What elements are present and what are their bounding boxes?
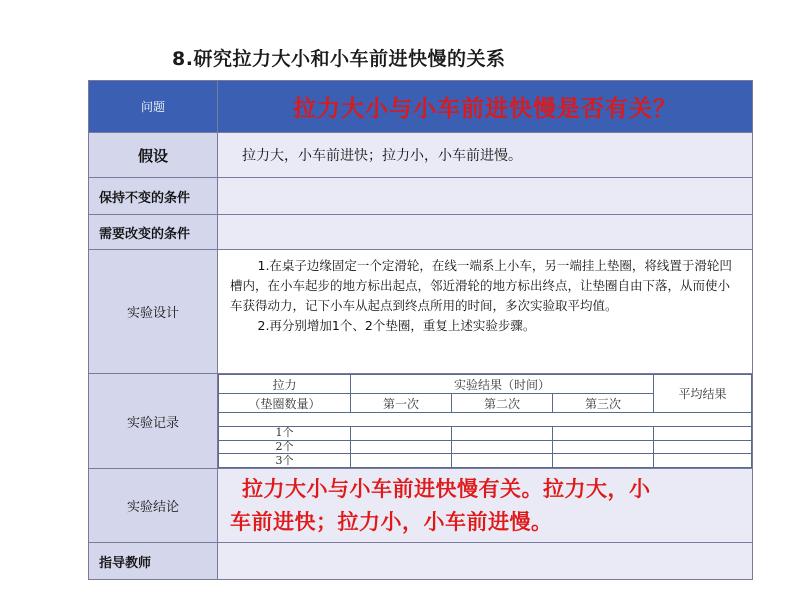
cell-trial2[interactable] <box>452 426 553 440</box>
row-washers: 1个 <box>219 426 351 440</box>
table-row <box>219 440 752 454</box>
cell-trial3[interactable] <box>553 426 654 440</box>
row-design <box>89 250 752 374</box>
table-row <box>219 426 752 440</box>
cell-trial3[interactable] <box>553 454 654 468</box>
conclusion-text <box>218 469 752 542</box>
change-conditions-cell[interactable] <box>218 215 752 249</box>
row-change-conditions <box>89 215 752 250</box>
row-washers: 3个 <box>219 454 351 468</box>
design-step-1: 1.在桌子边缘固定一个定滑轮，在线一端系上小车，另一端挂上垫圈，将线置于滑轮凹槽内，在小车起步的地方标出起点，邻近滑轮的地方标出终点，让垫圈自由下落，从而使小车获得动力，记下小车从起点到终点所用的时间，多次实验取平均值。 <box>230 258 732 313</box>
cell-trial1[interactable] <box>351 454 452 468</box>
row-hypothesis <box>89 133 752 178</box>
label-record: 实验记录 <box>89 374 218 468</box>
keep-conditions-cell[interactable] <box>218 178 752 214</box>
row-record <box>89 374 752 469</box>
label-teacher: 指导教师 <box>89 543 218 579</box>
cell-avg[interactable] <box>654 440 752 454</box>
avg-header: 平均结果 <box>654 375 752 413</box>
cell-avg[interactable] <box>654 454 752 468</box>
cell-trial3[interactable] <box>553 440 654 454</box>
cell-trial2[interactable] <box>452 440 553 454</box>
conclusion-line-2: 车前进快；拉力小，小车前进慢。 <box>230 510 553 534</box>
teacher-cell[interactable] <box>218 543 752 579</box>
table-row <box>219 454 752 468</box>
label-change-conditions: 需要改变的条件 <box>89 215 218 249</box>
page-title: 8.研究拉力大小和小车前进快慢的关系 <box>172 48 506 70</box>
design-step-2: 2.再分别增加1个、2个垫圈，重复上述实验步骤。 <box>257 318 536 333</box>
label-design: 实验设计 <box>89 250 218 373</box>
force-header: 拉力 <box>219 375 351 394</box>
trial2-header: 第二次 <box>452 394 553 413</box>
cell-trial1[interactable] <box>351 440 452 454</box>
cell-trial1[interactable] <box>351 426 452 440</box>
question-text: 拉力大小与小车前进快慢是否有关？ <box>218 81 752 132</box>
cell-trial2[interactable] <box>452 454 553 468</box>
record-spacer <box>219 413 752 427</box>
row-conclusion <box>89 469 752 543</box>
row-keep-conditions <box>89 178 752 215</box>
conclusion-line-1: 拉力大小与小车前进快慢有关。拉力大，小 <box>242 477 651 501</box>
label-question: 问题 <box>89 81 218 132</box>
record-table <box>218 374 752 468</box>
design-text <box>218 250 752 373</box>
row-washers: 2个 <box>219 440 351 454</box>
label-hypothesis: 假设 <box>89 133 218 177</box>
label-conclusion: 实验结论 <box>89 469 218 542</box>
cell-avg[interactable] <box>654 426 752 440</box>
result-header: 实验结果（时间） <box>351 375 654 394</box>
experiment-table <box>88 80 753 580</box>
trial1-header: 第一次 <box>351 394 452 413</box>
label-keep-conditions: 保持不变的条件 <box>89 178 218 214</box>
record-cell <box>218 374 752 468</box>
trial3-header: 第三次 <box>553 394 654 413</box>
force-subheader: （垫圈数量） <box>219 394 351 413</box>
hypothesis-text: 拉力大，小车前进快；拉力小，小车前进慢。 <box>218 133 752 177</box>
row-question <box>89 81 752 133</box>
row-teacher <box>89 543 752 579</box>
